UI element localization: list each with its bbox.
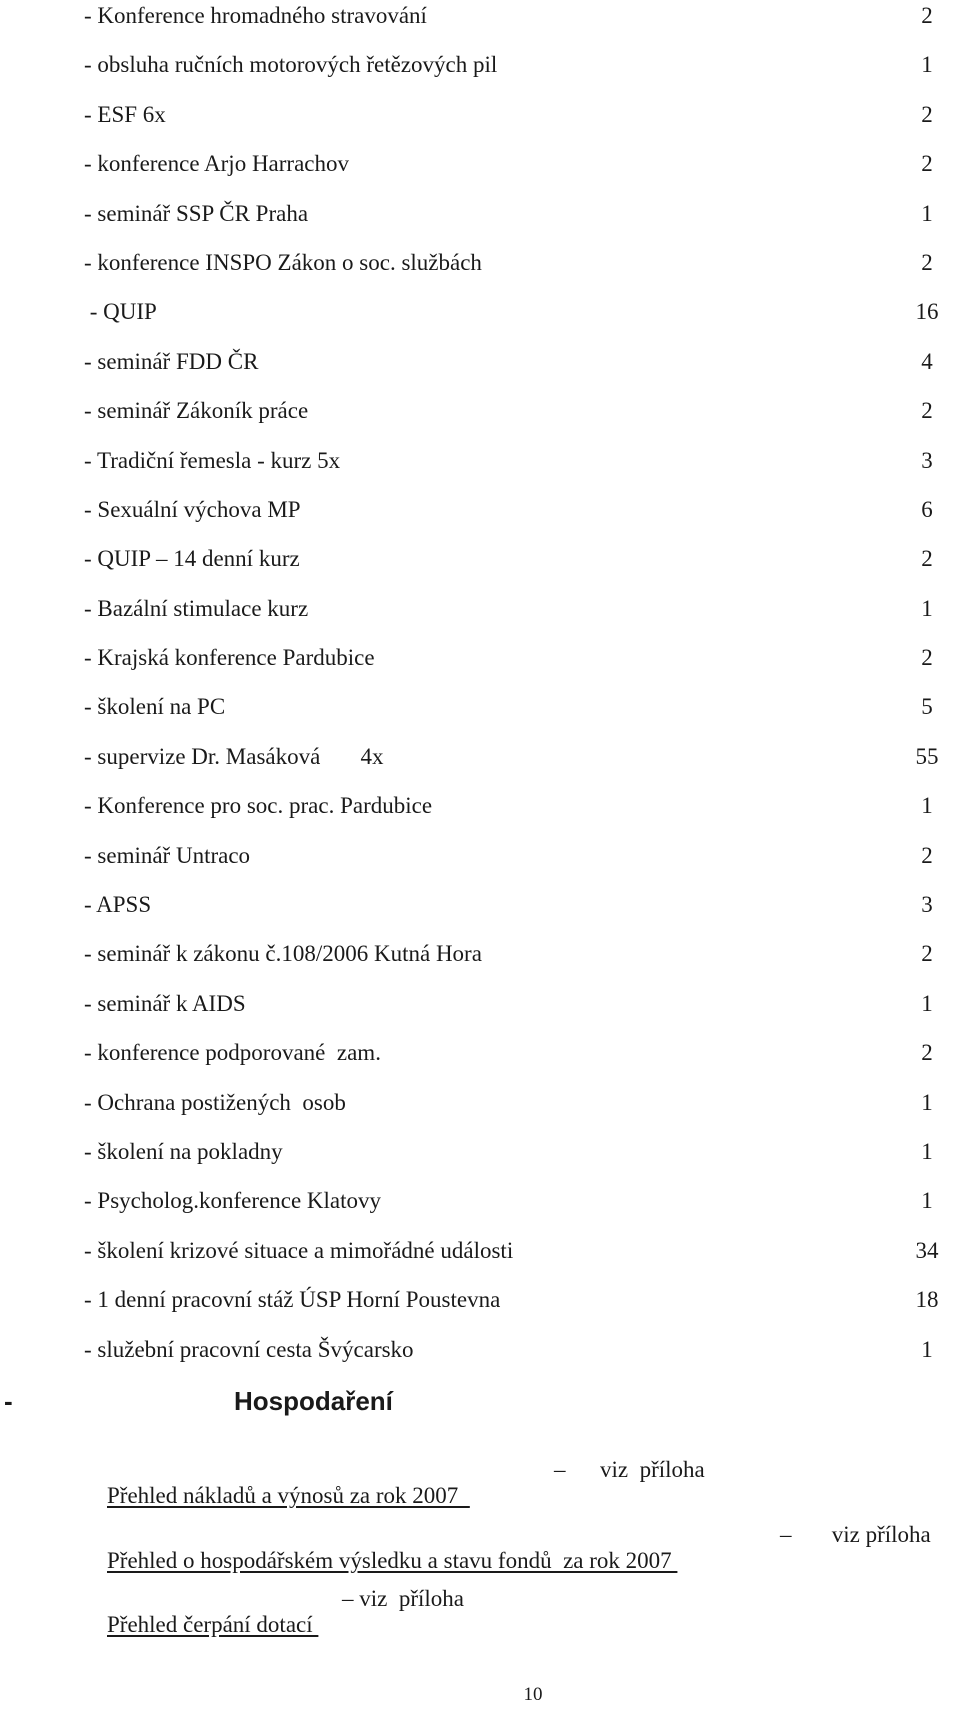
list-item-label: - obsluha ručních motorových řetězových pil xyxy=(84,52,498,78)
list-item-count: 34 xyxy=(915,1237,939,1263)
list-item-count: 1 xyxy=(921,1188,933,1214)
list-item-count: 3 xyxy=(921,447,933,473)
page-number: 10 xyxy=(523,1684,543,1705)
list-item-label: - školení na PC xyxy=(84,694,226,720)
list-item-label: - Bazální stimulace kurz xyxy=(84,595,309,621)
list-item-count: 2 xyxy=(921,941,933,967)
list-item-count: 1 xyxy=(921,990,933,1016)
list-item-count: 1 xyxy=(921,1138,933,1164)
list-item xyxy=(84,988,944,1037)
list-item-count: 1 xyxy=(921,595,933,621)
list-item-count: 2 xyxy=(921,1040,933,1066)
list-item xyxy=(84,99,944,148)
list-item-label: - QUIP xyxy=(84,299,157,325)
report-subsidies xyxy=(84,1586,464,1690)
list-item-label: - APSS xyxy=(84,892,152,918)
list-item-label: - konference Arjo Harrachov xyxy=(84,151,350,177)
list-item xyxy=(84,1235,944,1284)
list-item-label: - Krajská konference Pardubice xyxy=(84,645,375,671)
list-item xyxy=(84,790,944,839)
list-item-label: - Konference hromadného stravování xyxy=(84,3,427,28)
list-item-count: 2 xyxy=(921,3,933,28)
list-item xyxy=(84,741,944,790)
list-item xyxy=(84,642,944,691)
list-item xyxy=(84,889,944,938)
list-item-count: 1 xyxy=(921,1336,933,1362)
report-subsidies-note: – viz příloha xyxy=(342,1586,464,1611)
training-list xyxy=(84,0,944,1383)
list-item-count: 16 xyxy=(915,299,939,325)
list-item-label: - seminář FDD ČR xyxy=(84,348,259,374)
list-item xyxy=(84,1284,944,1333)
list-item-count: 1 xyxy=(921,52,933,78)
list-item xyxy=(84,0,944,49)
list-item-label: - 1 denní pracovní stáž ÚSP Horní Poustevna xyxy=(84,1287,501,1313)
list-item-label: - školení krizové situace a mimořádné události xyxy=(84,1237,514,1263)
list-item xyxy=(84,445,944,494)
section-title-hospodareni: Hospodaření xyxy=(234,1386,393,1416)
list-item-label: - QUIP – 14 denní kurz xyxy=(84,546,300,572)
list-item xyxy=(84,296,944,345)
list-item-label: - ESF 6x xyxy=(84,101,166,127)
list-item xyxy=(84,593,944,642)
report-costs-revenues-title: Přehled nákladů a výnosů za rok 2007 xyxy=(107,1483,470,1508)
list-item xyxy=(84,1334,944,1383)
list-item xyxy=(84,1185,944,1234)
list-item-count: 2 xyxy=(921,546,933,572)
list-item-label: - konference INSPO Zákon o soc. službách xyxy=(84,249,482,275)
list-item xyxy=(84,346,944,395)
list-item-count: 1 xyxy=(921,793,933,819)
list-item xyxy=(84,494,944,543)
list-item-label: - školení na pokladny xyxy=(84,1138,283,1164)
list-item-count: 2 xyxy=(921,842,933,868)
list-item-count: 2 xyxy=(921,101,933,127)
list-item-count: 4 xyxy=(921,348,933,374)
list-item xyxy=(84,198,944,247)
report-costs-revenues-note: – viz příloha xyxy=(554,1457,705,1482)
list-item-count: 18 xyxy=(915,1287,939,1313)
list-item xyxy=(84,247,944,296)
list-item xyxy=(84,1037,944,1086)
list-item-count: 2 xyxy=(921,645,933,671)
list-item-label: - Psycholog.konference Klatovy xyxy=(84,1188,382,1214)
list-item-label: - seminář k AIDS xyxy=(84,990,246,1016)
list-item xyxy=(84,148,944,197)
list-item xyxy=(84,543,944,592)
list-item-label: - supervize Dr. Masáková 4x xyxy=(84,743,384,769)
list-item-count: 5 xyxy=(921,694,933,720)
list-item-count: 55 xyxy=(915,743,939,769)
list-item-label: - seminář k zákonu č.108/2006 Kutná Hora xyxy=(84,941,482,967)
section-dash: - xyxy=(4,1386,13,1416)
list-item-label: - Tradiční řemesla - kurz 5x xyxy=(84,447,341,473)
list-item-label: - služební pracovní cesta Švýcarsko xyxy=(84,1336,414,1362)
list-item-label: - seminář Zákoník práce xyxy=(84,398,309,424)
list-item-label: - seminář Untraco xyxy=(84,842,251,868)
list-item-count: 2 xyxy=(921,249,933,275)
list-item-label: - Konference pro soc. prac. Pardubice xyxy=(84,793,433,819)
list-item-count: 1 xyxy=(921,1089,933,1115)
list-item xyxy=(84,395,944,444)
list-item-label: - Sexuální výchova MP xyxy=(84,496,301,522)
list-item-count: 1 xyxy=(921,200,933,226)
list-item xyxy=(84,691,944,740)
list-item-count: 2 xyxy=(921,398,933,424)
list-item xyxy=(84,1087,944,1136)
report-subsidies-title: Přehled čerpání dotací xyxy=(107,1612,319,1637)
list-item-label: - konference podporované zam. xyxy=(84,1040,381,1066)
list-item xyxy=(84,49,944,98)
list-item-label: - Ochrana postižených osob xyxy=(84,1089,346,1115)
list-item-count: 2 xyxy=(921,151,933,177)
list-item-count: 3 xyxy=(921,892,933,918)
list-item xyxy=(84,840,944,889)
list-item-label: - seminář SSP ČR Praha xyxy=(84,200,309,226)
list-item xyxy=(84,1136,944,1185)
report-economic-result-title: Přehled o hospodářském výsledku a stavu fondů za rok 2007 xyxy=(107,1548,678,1573)
list-item xyxy=(84,938,944,987)
list-item-count: 6 xyxy=(921,496,933,522)
report-economic-result-note: – viz příloha xyxy=(780,1522,931,1547)
